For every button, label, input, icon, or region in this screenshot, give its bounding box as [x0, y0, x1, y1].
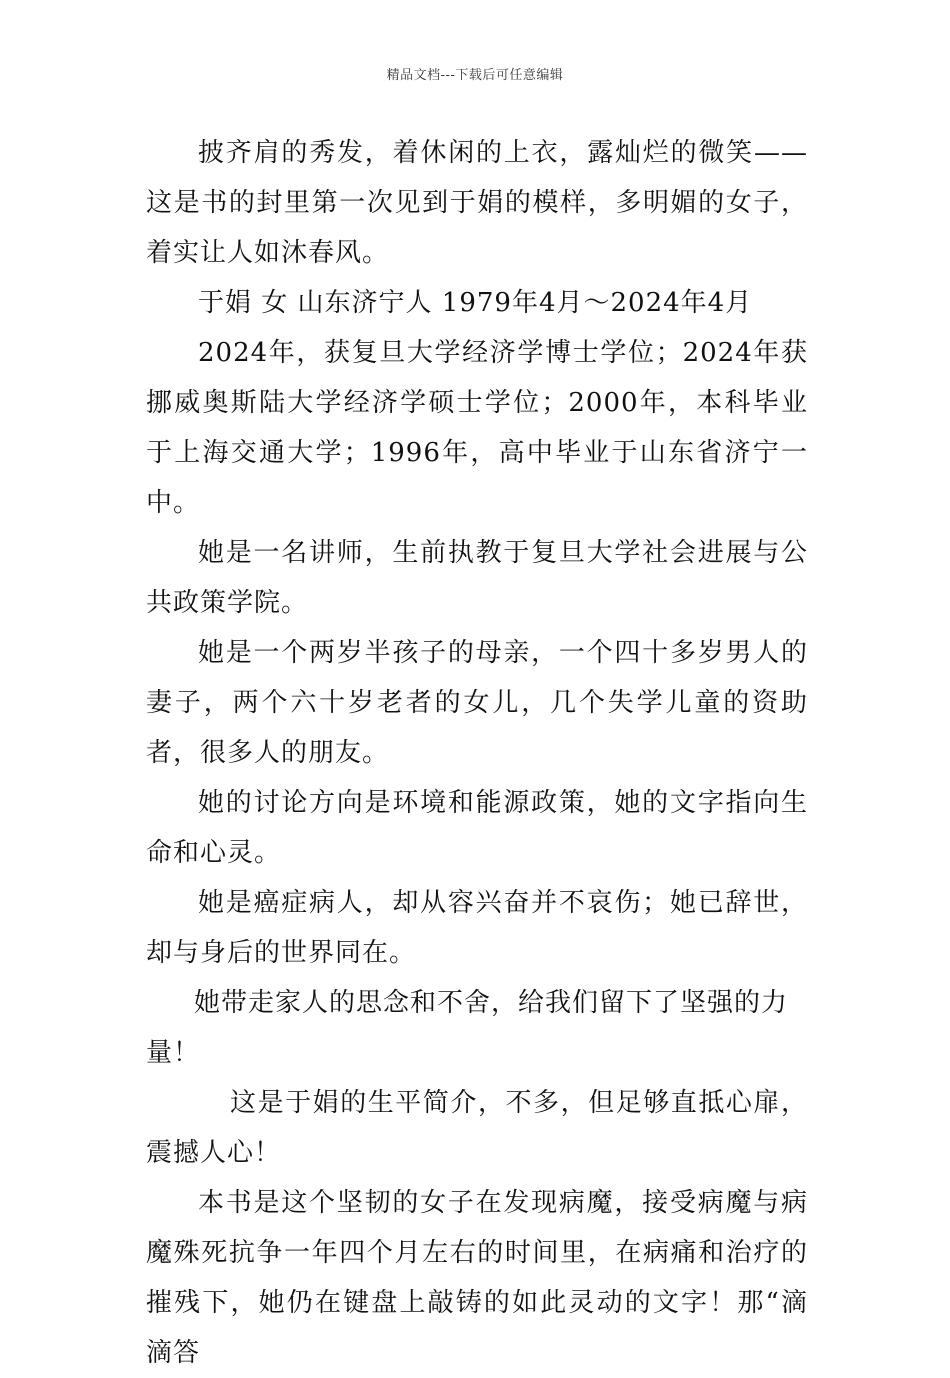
paragraph-career: 她是一名讲师，生前执教于复旦大学社会进展与公共政策学院。: [146, 538, 808, 618]
paragraph-family: 她是一个两岁半孩子的母亲，一个四十多岁男人的妻子，两个六十岁老者的女儿，几个失学儿童的资助者，很多人的朋友。: [146, 638, 808, 768]
paragraph-bio-line: 于娟 女 山东济宁人 1979年4月～2024年4月: [198, 288, 753, 318]
paragraph-legacy: 她带走家人的思念和不舍，给我们留下了坚强的力量！: [146, 988, 789, 1068]
paragraph-intro: 披齐肩的秀发，着休闲的上衣，露灿烂的微笑——这是书的封里第一次见到于娟的模样，多明媚的女子，着实让人如沐春风。: [146, 138, 808, 268]
document-body: [146, 128, 808, 1378]
paragraph-education: 2024年，获复旦大学经济学博士学位；2024年获挪威奥斯陆大学经济学硕士学位；2000年，本科毕业于上海交通大学；1996年，高中毕业于山东省济宁一中。: [146, 338, 808, 518]
paragraph-book: 本书是这个坚韧的女子在发现病魔，接受病魔与病魔殊死抗争一年四个月左右的时间里，在病痛和治疗的摧残下，她仍在键盘上敲铸的如此灵动的文字！那“滴滴答: [146, 1188, 808, 1368]
paragraph-illness: 她是癌症病人，却从容兴奋并不哀伤；她已辞世，却与身后的世界同在。: [146, 888, 808, 968]
paragraph-research: 她的讨论方向是环境和能源政策，她的文字指向生命和心灵。: [146, 788, 808, 868]
paragraph-summary: 这是于娟的生平简介，不多，但足够直抵心扉，震撼人心！: [146, 1088, 808, 1168]
page-header: 精品文档---下载后可任意编辑: [386, 68, 564, 83]
